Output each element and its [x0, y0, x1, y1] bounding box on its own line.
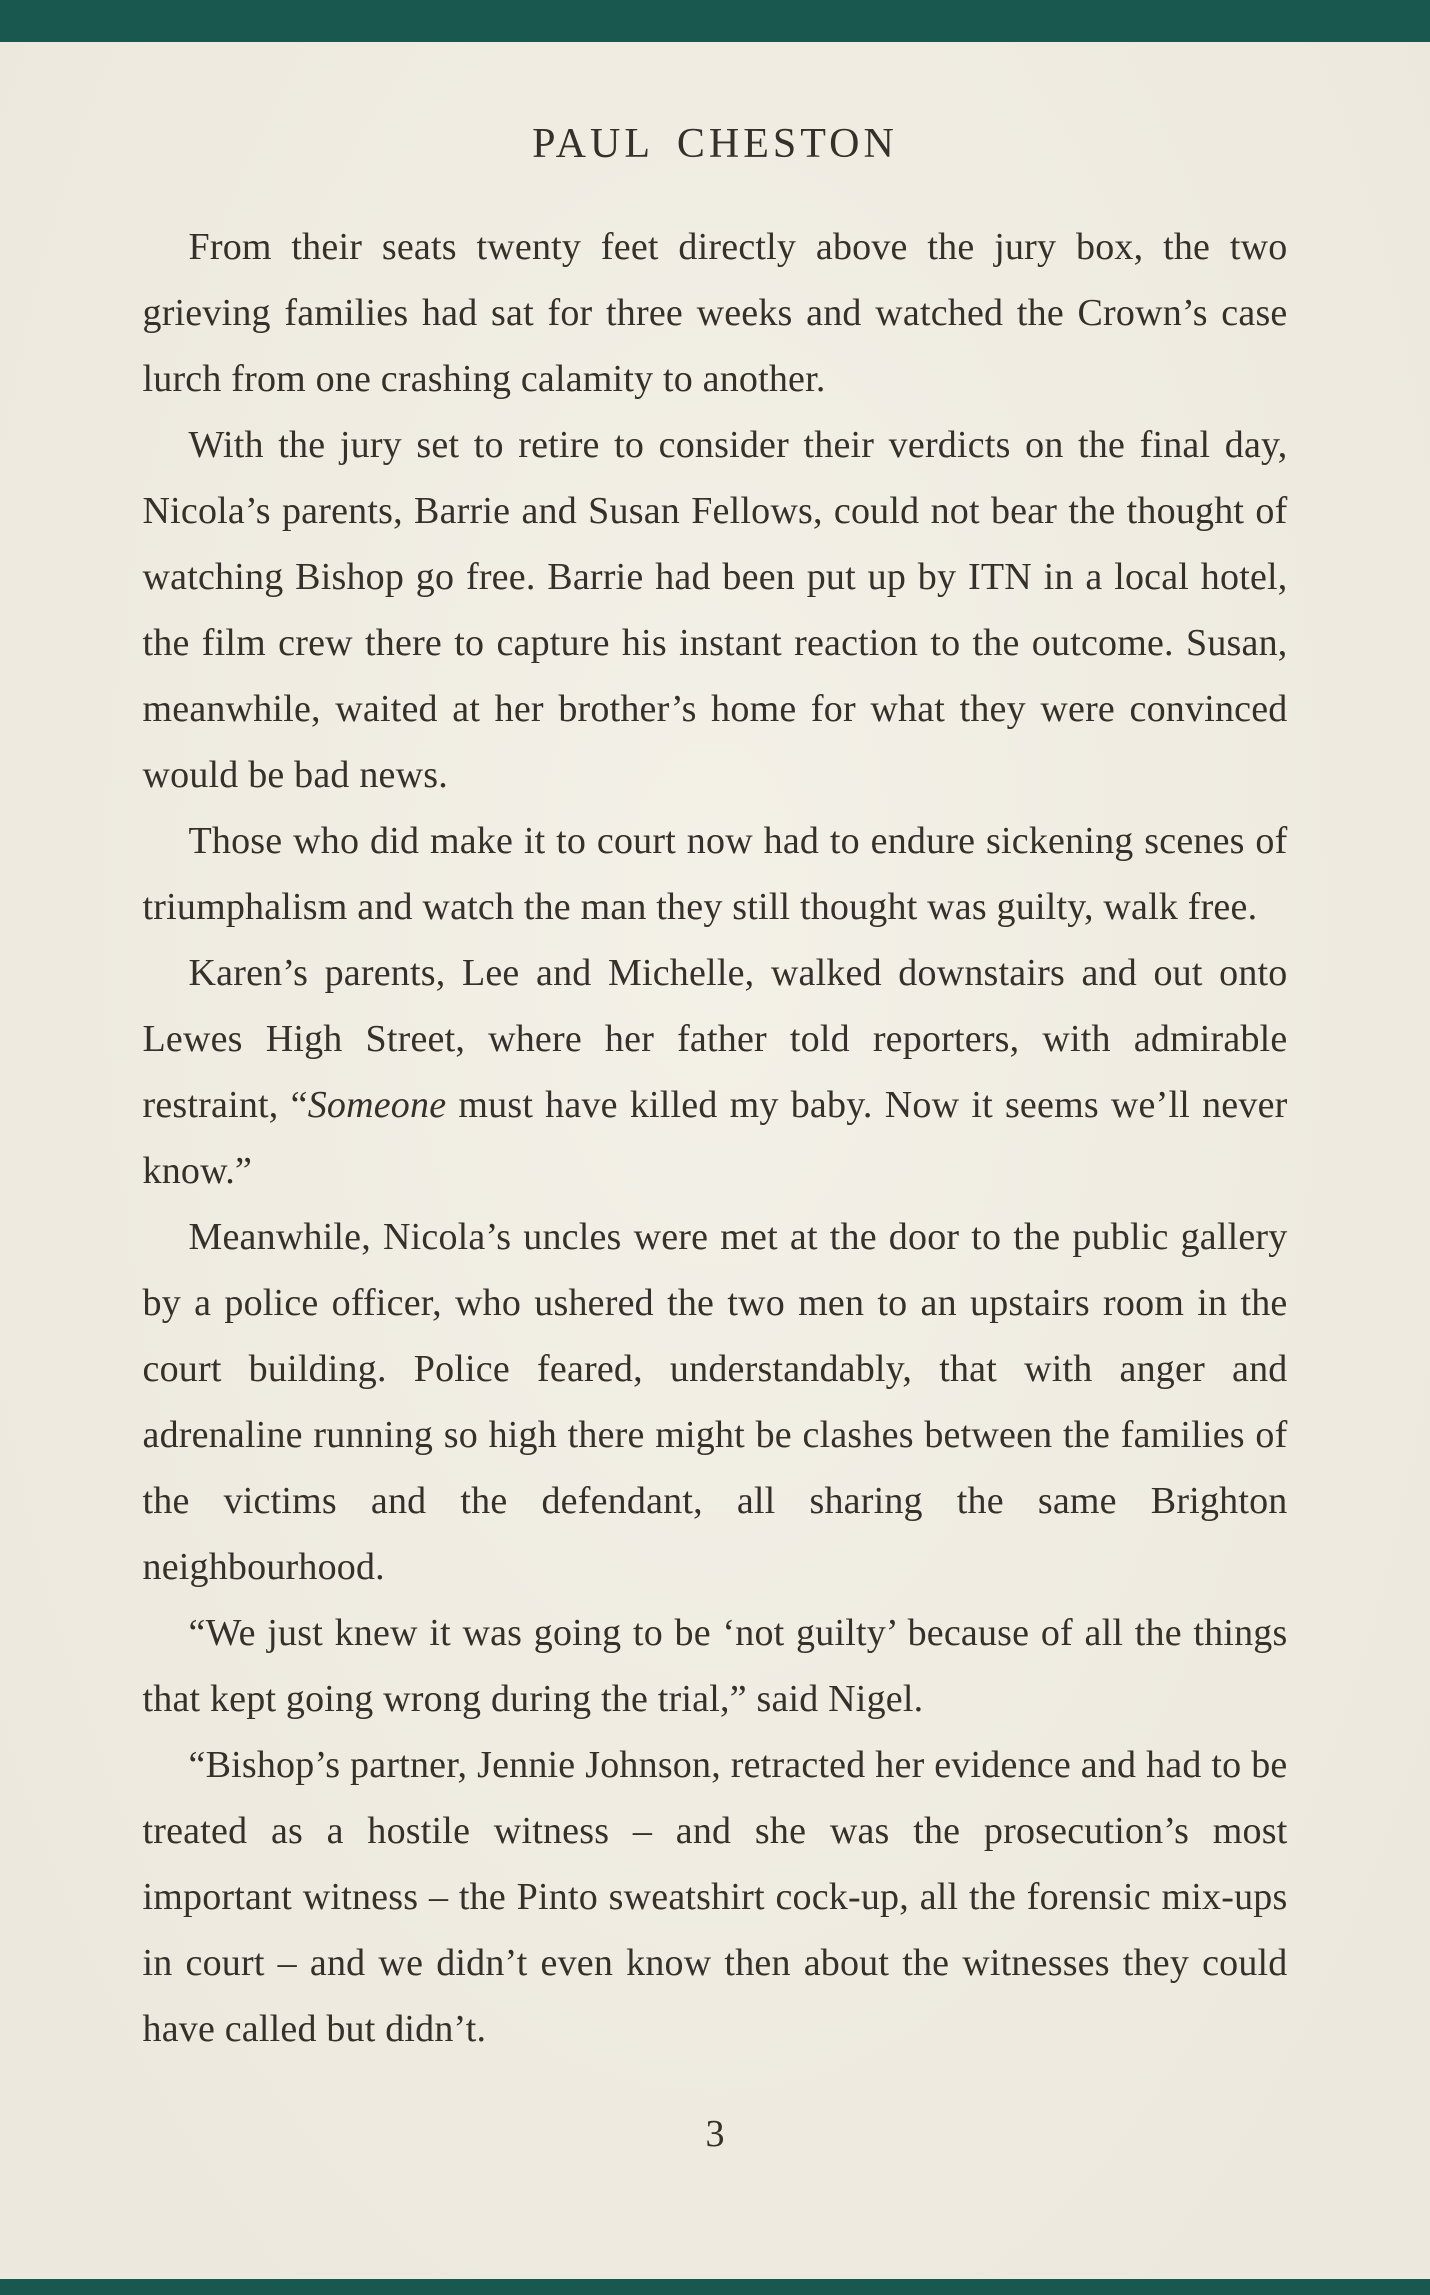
- paragraph: [143, 1600, 1288, 1732]
- text-run: “We just knew it was going to be ‘not guilty’ because of all the things that kept going wrong during the trial,” said Nigel.: [142, 1612, 1288, 1720]
- page: [0, 42, 1430, 2279]
- text-run: Those who did make it to court now had to endure sickening scenes of triumphalism and watch the man they still thought was guilty, walk free.: [142, 820, 1288, 928]
- italic-text: Someone: [307, 1084, 447, 1126]
- page-number: 3: [705, 2113, 725, 2155]
- paragraph: [143, 412, 1288, 808]
- paragraph: [143, 1204, 1288, 1600]
- running-header: PAUL CHESTON: [532, 121, 898, 167]
- text-run: Meanwhile, Nicola’s uncles were met at the door to the public gallery by a police officer, who ushered the two men to an upstairs room in the court building. Police feared, understandably, that with anger and adrenaline running so high there might be clashes between the families of the victims and the defendant, all sharing the same Brighton neighbourhood.: [142, 1216, 1288, 1588]
- paragraph: [143, 808, 1288, 940]
- text-run: Karen’s parents, Lee and Michelle, walked downstairs and out onto Lewes High Street, where her father told reporters, with admirable restraint, “: [142, 952, 1288, 1126]
- text-run: From their seats twenty feet directly above the jury box, the two grieving families had sat for three weeks and watched the Crown’s case lurch from one crashing calamity to another.: [142, 226, 1288, 400]
- cover-band-top: [0, 0, 1430, 42]
- text-run: With the jury set to retire to consider their verdicts on the final day, Nicola’s parents, Barrie and Susan Fellows, could not bear the thought of watching Bishop go free. Barrie had been put up by ITN in a local hotel, the film crew there to capture his instant reaction to the outcome. Susan, meanwhile, waited at her brother’s home for what they were convinced would be bad news.: [142, 424, 1288, 796]
- text-run: must have killed my baby. Now it seems we’ll never know.”: [142, 1084, 1288, 1192]
- text-run: “Bishop’s partner, Jennie Johnson, retracted her evidence and had to be treated as a hostile witness – and she was the prosecution’s most important witness – the Pinto sweatshirt cock-up, all the forensic mix-ups in court – and we didn’t even know then about the witnesses they could have called but didn’t.: [142, 1744, 1288, 2050]
- paragraph: [143, 214, 1288, 412]
- paragraph: [143, 1732, 1288, 2062]
- body-text: [143, 214, 1288, 2062]
- paragraph: [143, 940, 1288, 1204]
- cover-band-bottom: [0, 2279, 1430, 2295]
